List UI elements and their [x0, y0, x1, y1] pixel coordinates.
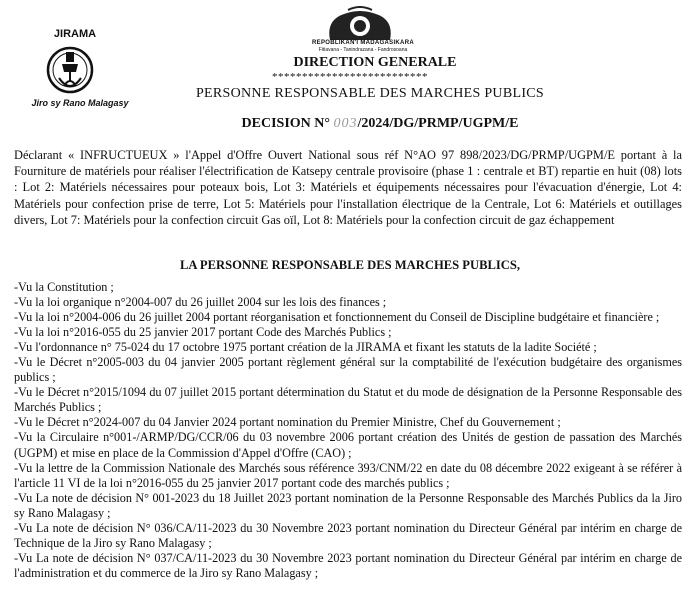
list-item: -Vu le Décret n°2024-007 du 04 Janvier 2024 portant nomination du Premier Ministre, Chef du Gouvernement ;: [14, 415, 561, 430]
decision-reference: [180, 116, 580, 132]
republic-motto: Fitiavana - Tanindrazana - Fandrosoana: [318, 47, 408, 53]
list-item: -Vu la lettre de la Commission Nationale des Marchés sous référence 393/CNM/22 en date du 08 décembre 2022 exigeant à se référer à l'article 11 VI de la loi n°2016-055 du 25 janvier 2017 portant code des marchés publics ;: [14, 460, 682, 490]
list-item: -Vu La note de décision N° 036/CA/11-2023 du 30 Novembre 2023 portant nomination du Directeur Général par intérim en charge de Technique de la Jiro sy Rano Malagasy ;: [14, 520, 682, 550]
list-item: -Vu la loi n°2004-006 du 26 juillet 2004 portant réorganisation et fonctionnement du Conseil de Discipline budgétaire et financière ;: [14, 310, 660, 325]
decision-suffix: /2024/DG/PRMP/UGPM/E: [357, 116, 519, 131]
list-item: -Vu la Constitution ;: [14, 280, 114, 294]
list-item: -Vu l'ordonnance n° 75-024 du 17 octobre 1975 portant création de la JIRAMA et fixant les statuts de la ladite Société ;: [14, 340, 597, 355]
list-item: -Vu la loi organique n°2004-007 du 26 juillet 2004 sur les lois des finances ;: [14, 295, 387, 310]
republic-emblem-icon: [320, 6, 400, 42]
separator-stars: **************************: [272, 71, 428, 83]
direction-title: DIRECTION GENERALE: [293, 55, 457, 70]
list-item: -Vu le Décret n°2015/1094 du 07 juillet 2015 portant détermination du Statut et du mode de désignation de la Personne Responsable des Marchés Publics ;: [14, 385, 682, 415]
org-tagline: Jiro sy Rano Malagasy: [31, 98, 129, 108]
declarant-paragraph: Déclarant « INFRUCTUEUX » l'Appel d'Offre Ouvert National sous réf N°AO 97 898/2023/DG/PRMP/UGPM/E portant à la Fourniture de matériels pour réaliser l'électrification de Katsepy centrale provisoire (phase 1 : centrale et BT) repartie en huit (08) lots : Lot 2: Matériels nécessaires pour poteaux bois, Lot 3: Matériels et équipements nécessaires pour l'évacuation d'énergie, Lot 4: Matériels pour confection prise de terre, Lot 5: Matériels pour l'installation électrique de la Centrale, Lot 6: Matériels et outillages divers, Lot 7: Matériels pour la confection circuit Gas oïl, Lot 8: Matériels pour la confection circuit de gaz échappement: [14, 148, 682, 227]
org-name: JIRAMA: [53, 28, 97, 40]
authority-heading: LA PERSONNE RESPONSABLE DES MARCHES PUBLICS,: [179, 258, 521, 272]
legal-basis-list: [14, 280, 682, 581]
list-item: -Vu la Circulaire n°001-/ARMP/DG/CCR/06 du 03 novembre 2006 portant création des Unités de gestion de passation des Marchés (UGPM) et mise en place de la Commission d'Appel d'Offre (CAO) ;: [14, 430, 682, 460]
decision-prefix: DECISION N°: [241, 116, 330, 131]
list-item: -Vu la loi n°2016-055 du 25 janvier 2017 portant Code des Marchés Publics ;: [14, 325, 392, 340]
office-title: PERSONNE RESPONSABLE DES MARCHES PUBLICS: [195, 86, 545, 101]
decision-number: 003: [333, 116, 358, 131]
list-item: -Vu le Décret n°2005-003 du 04 janvier 2005 portant règlement général sur la comptabilité de l'exécution budgétaire des organismes publics ;: [14, 355, 682, 385]
republic-name: REPOBLIKAN'I MADAGASIKARA: [312, 40, 414, 46]
list-item: -Vu La note de décision N° 037/CA/11-2023 du 30 Novembre 2023 portant nomination du Directeur Général par intérim en charge de l'administration et du commerce de la Jiro sy Rano Malagasy ;: [14, 550, 682, 580]
list-item: -Vu La note de décision N° 001-2023 du 18 Juillet 2023 portant nomination de la Personne Responsable des Marchés Publics da la Jiro sy Rano Malagasy ;: [14, 490, 682, 520]
